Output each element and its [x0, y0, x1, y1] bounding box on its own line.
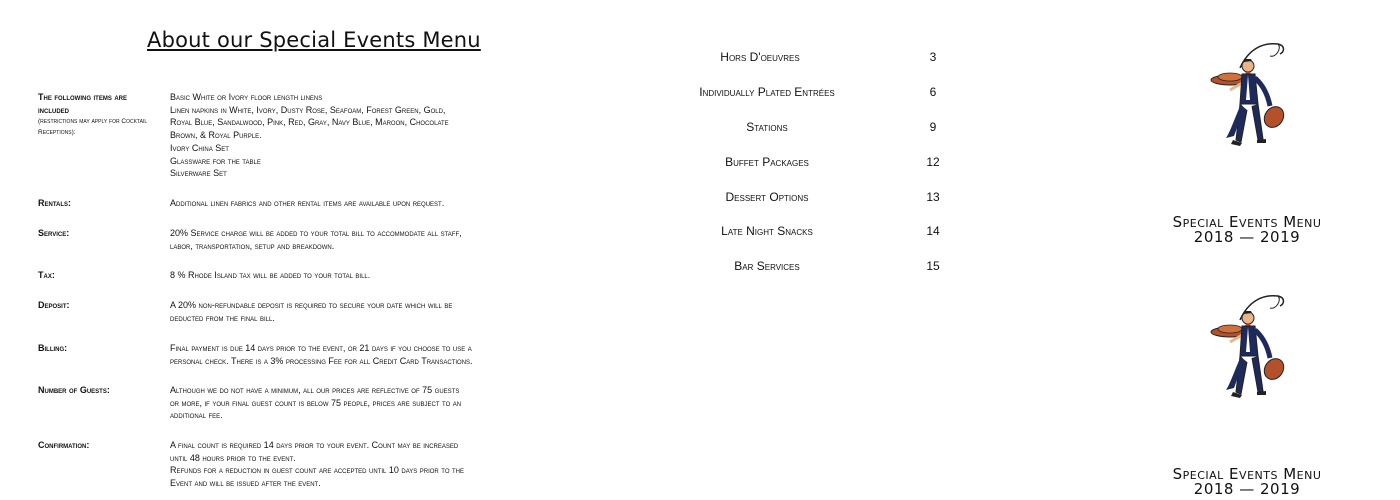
tax-text	[170, 269, 510, 282]
toc-page: 15	[926, 259, 940, 273]
toc-page: 13	[926, 190, 940, 204]
policy-line: personal check. There is a 3% processing Fee for all Credit Card Transactions.	[170, 355, 473, 366]
deposit-text	[170, 299, 510, 324]
toc-item-stations[interactable]: Stations	[746, 120, 788, 134]
rentals-text	[170, 197, 510, 210]
policy-line: Final payment is due 14 days prior to the event, or 21 days if you choose to use a	[170, 343, 472, 353]
cover-title-text: Special Events Menu	[1172, 465, 1322, 483]
included-label-text: The following items are included	[38, 92, 127, 115]
included-line: Glassware for the table	[170, 155, 261, 166]
policy-line: Event and will be issued after the event.	[170, 478, 321, 489]
confirmation-label: Confirmation:	[38, 440, 90, 450]
included-line: Linen napkins in White, Ivory, Dusty Rose, Seafoam, Forest Green, Gold,	[170, 104, 446, 115]
included-list	[170, 91, 510, 180]
cover-years: 2018 — 2019	[1193, 228, 1301, 246]
confirmation-text	[170, 439, 510, 490]
toc-item-hors-doeuvres[interactable]: Hors D'oeuvres	[720, 50, 800, 64]
included-line: Ivory China Set	[170, 142, 229, 153]
guests-text	[170, 384, 510, 422]
toc-item-buffet-packages[interactable]: Buffet Packages	[725, 155, 809, 169]
policy-line: or more, if your final guest count is below 75 people, prices are subject to an	[170, 397, 462, 408]
cover-title-second	[1147, 467, 1347, 497]
waiter-clipart-icon	[1200, 292, 1290, 410]
policy-line: 8 % Rhode Island tax will be added to your total bill.	[170, 270, 371, 280]
policy-line: Although we do not have a minimum, all our prices are reflective of 75 guests	[170, 385, 460, 395]
policy-line: 20% Service charge will be added to your total bill to accommodate all staff,	[170, 228, 462, 238]
policy-line: A 20% non-refundable deposit is required to secure your date which will be	[170, 300, 453, 310]
billing-text	[170, 342, 510, 367]
included-label	[38, 91, 153, 138]
waiter-clipart-icon	[1200, 40, 1290, 158]
toc-page: 12	[926, 155, 940, 169]
toc-page: 9	[929, 120, 937, 134]
policy-line: until 48 hours prior to the event.	[170, 452, 296, 463]
tax-label: Tax:	[38, 270, 55, 280]
toc-page: 14	[926, 224, 940, 238]
cover-title	[1147, 215, 1347, 245]
page-title: About our Special Events Menu	[147, 28, 481, 52]
toc-page: 6	[929, 85, 937, 99]
guests-label: Number of Guests:	[38, 385, 110, 395]
included-line: Brown, & Royal Purple.	[170, 130, 262, 141]
policy-line: A final count is required 14 days prior to your event. Count may be increased	[170, 440, 459, 450]
toc-item-plated-entrees[interactable]: Individually Plated Entrées	[699, 85, 835, 99]
toc-item-bar-services[interactable]: Bar Services	[734, 259, 800, 273]
service-label: Service:	[38, 228, 70, 238]
toc-page: 3	[929, 50, 937, 64]
cover-years: 2018 — 2019	[1193, 480, 1301, 498]
included-line: Silverware Set	[170, 168, 227, 179]
cover-title-text: Special Events Menu	[1172, 213, 1322, 231]
policy-line: Additional linen fabrics and other rental items are available upon request.	[170, 198, 445, 208]
deposit-label: Deposit:	[38, 300, 70, 310]
policy-line: additional fee.	[170, 410, 223, 421]
billing-label: Billing:	[38, 343, 68, 353]
rentals-label: Rentals:	[38, 198, 72, 208]
policy-line: Refunds for a reduction in guest count are accepted until 10 days prior to the	[170, 465, 464, 476]
policy-line: labor, transportation, setup and breakdown.	[170, 240, 335, 251]
toc-item-dessert-options[interactable]: Dessert Options	[725, 190, 809, 204]
included-line: Royal Blue, Sandalwood, Pink, Red, Gray, Navy Blue, Maroon, Chocolate	[170, 117, 449, 128]
included-line: Basic White or Ivory floor length linens	[170, 92, 323, 102]
service-text	[170, 227, 510, 252]
toc-item-late-night-snacks[interactable]: Late Night Snacks	[721, 224, 813, 238]
included-note: (restrictions may apply for Cocktail Receptions):	[38, 118, 148, 137]
policy-line: deducted from the final bill.	[170, 312, 275, 323]
